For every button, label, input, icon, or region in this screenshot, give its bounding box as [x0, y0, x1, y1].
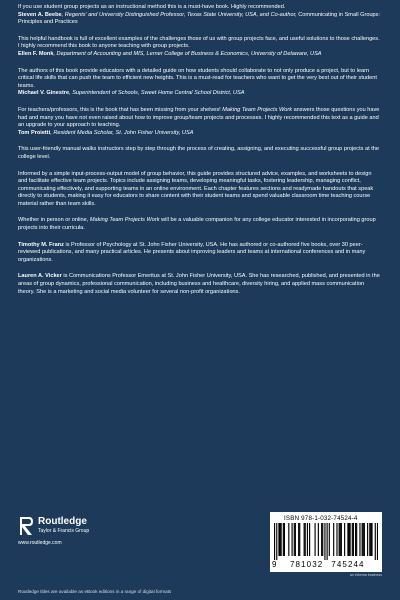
barcode-bar [304, 523, 305, 556]
barcode-bar [278, 523, 279, 556]
closing-paragraph [18, 217, 382, 232]
description-paragraph: Informed by a simple input-process-output model of group behavior, this guide provides structured advice, examples, and worksheets to design and facilitate effective team projects. Topics include assigning teams, developing meaningful tasks, fostering leadership, managing conflict, communicating effectively, and supporting teams in an online environment. Each chapter features sections and readymade handouts that speak directly to students, making it easy for educators to share content with their student teams and spend valuable classroom time teaching course material rather than team skills. [18, 170, 374, 207]
endorser-name: Michael V. Ginestre [18, 90, 70, 97]
closing-text: will be a valuable companion for any college educator interested in incorporating group projects into their curricula. [18, 217, 376, 232]
barcode-bar [288, 523, 289, 556]
barcode-bar [363, 523, 364, 556]
description-paragraph: This user-friendly manual walks instructors step by step through the process of creating, assigning, and executing successful group projects at the college level. [18, 146, 379, 160]
barcode-bar [347, 523, 348, 556]
isbn-label: ISBN 978-1-032-74524-4 [284, 515, 358, 522]
barcode-bar [274, 523, 275, 560]
barcode-bar [340, 523, 341, 556]
author-bio-text: is Professor of Psychology at St. John Fisher University, USA. He has authored or co-authored five books, over 30 peer-reviewed publications, and many practical articles. He presents about improving leaders and teams at international conferences and in many organizations. [18, 241, 366, 263]
barcode-bar [307, 523, 308, 556]
barcode-bar [299, 523, 300, 556]
isbn-barcode [270, 512, 382, 572]
barcode-bar [284, 523, 285, 556]
barcode-bar [298, 523, 299, 556]
publisher-logo [18, 515, 178, 565]
endorsement-1 [18, 4, 382, 27]
endorsement-quote: The authors of this book provide educators with a detailed guide on how students should collaborate to not only produce a project, but to learn critical life skills that can push the team to efficient new heights. This is a must-read for teachers who want to get the very best out of their student teams. [18, 67, 377, 89]
quote-text: answers those questions you have had and many you have not even raised about how to improve group/team projects and processes. I highly recommended this text as a guide and an upgrade to your approach to teaching. [18, 106, 380, 129]
book-title: Making Team Projects Work [222, 106, 293, 113]
publisher-name: Routledge [38, 516, 87, 527]
quote-text: For teachers/professors, this is the book that has been missing from your shelves! [18, 106, 223, 113]
endorser-name: Ellen F. Monk [18, 50, 54, 57]
endorser-name: Tom Proietti [18, 129, 51, 136]
closing-text: Whether in person or online, [18, 217, 90, 224]
barcode-bar [279, 523, 280, 556]
barcode-bar [321, 523, 322, 556]
barcode-digit-first: 9 [272, 560, 277, 569]
barcode-digit-group: 781032 [290, 560, 324, 569]
endorser-name: Steven A. Beebe [18, 11, 62, 18]
barcode-bar [353, 523, 354, 556]
barcode-bar [281, 523, 282, 556]
barcode-bar [370, 523, 371, 556]
publisher-subtitle: Taylor & Francis Group [38, 528, 90, 534]
ebook-note: Routledge titles are available as eBook editions in a range of digital formats [18, 589, 172, 594]
barcode-bar [355, 523, 356, 556]
routledge-logo-icon [18, 515, 34, 537]
endorsement-4 [18, 107, 382, 137]
barcode-bar [367, 523, 368, 556]
barcode-bar [359, 523, 360, 556]
parent-company: an informa business [349, 573, 382, 577]
endorsement-quote [18, 107, 382, 130]
barcode-bar [315, 523, 316, 556]
cover-text [18, 0, 382, 296]
endorser [18, 51, 382, 59]
barcode-bar [292, 523, 293, 556]
barcode-bar [294, 523, 295, 556]
barcode-bar [283, 523, 284, 556]
barcode-bar [318, 523, 319, 556]
barcode-bar [324, 523, 325, 560]
author-bio [18, 273, 382, 296]
barcode-bar [329, 523, 330, 556]
barcode-bar [375, 523, 376, 560]
author-bio-text: is Communications Professor Emeritus at St. John Fisher University, USA. She has researched, published, and presented in the areas of group dynamics, professional communication, including business and healthcare, diversity hiring, and applied mass communication theory. She is a marketing and social media volunteer for several non-profit organizations. [18, 273, 380, 295]
barcode-bar [371, 523, 372, 556]
barcode-bar [336, 523, 337, 556]
barcode-bar [350, 523, 351, 556]
barcode-bar [377, 523, 378, 560]
barcode-bar [339, 523, 340, 556]
author-bio [18, 242, 382, 265]
endorser-role: , Regents’ and University Distinguished Professor, Texas State University, USA, and Co-author, [61, 11, 299, 18]
barcode-bar [276, 523, 277, 560]
author-name: Timothy M. Franz [18, 241, 64, 248]
barcode-bar [348, 523, 349, 556]
endorser-role: , Resident Media Scholar, St. John Fisher University, USA [50, 129, 194, 136]
endorsement-quote: This helpful handbook is full of excellent examples of the challenges those of us with group projects face, and useful solutions to those challenges. I highly recommend this book to anyone teaching with group projects. [18, 35, 380, 50]
endorser-role: , Superintendent of Schools, Sweet Home Central School District, USA [69, 90, 245, 97]
barcode-bar [369, 523, 370, 556]
barcode-digits [272, 560, 380, 569]
author-name: Lauren A. Vicker [18, 273, 62, 280]
endorsement-quote: If you use student group projects as an instructional method this is a must-have book. Highly recommended. [18, 4, 286, 10]
barcode-bars [274, 523, 378, 560]
endorser-role-title: Communicating in Small Groups: Principles and Practices [18, 11, 381, 26]
barcode-bar [356, 523, 357, 556]
barcode-bar [295, 523, 296, 556]
barcode-bar [305, 523, 306, 556]
barcode-bar [362, 523, 363, 556]
barcode-bar [344, 523, 345, 556]
book-title: Making Team Projects Work [89, 217, 160, 224]
barcode-bar [364, 523, 365, 556]
cover-footer [18, 513, 382, 583]
barcode-digit-group: 745244 [331, 560, 365, 569]
barcode-bar [322, 523, 323, 556]
endorser [18, 130, 382, 138]
endorser [18, 12, 382, 27]
barcode-bar [333, 523, 334, 556]
endorser-role: , Department of Accounting and MIS, Lerner College of Business & Economics, University of Delaware, USA [53, 50, 322, 57]
publisher-url: www.routledge.com [18, 540, 62, 546]
barcode-bar [341, 523, 342, 556]
endorsement-2 [18, 36, 382, 59]
endorser [18, 90, 382, 98]
endorsement-3 [18, 68, 382, 98]
barcode-bar [352, 523, 353, 556]
barcode-bar [327, 523, 328, 560]
barcode-bar [309, 523, 310, 556]
